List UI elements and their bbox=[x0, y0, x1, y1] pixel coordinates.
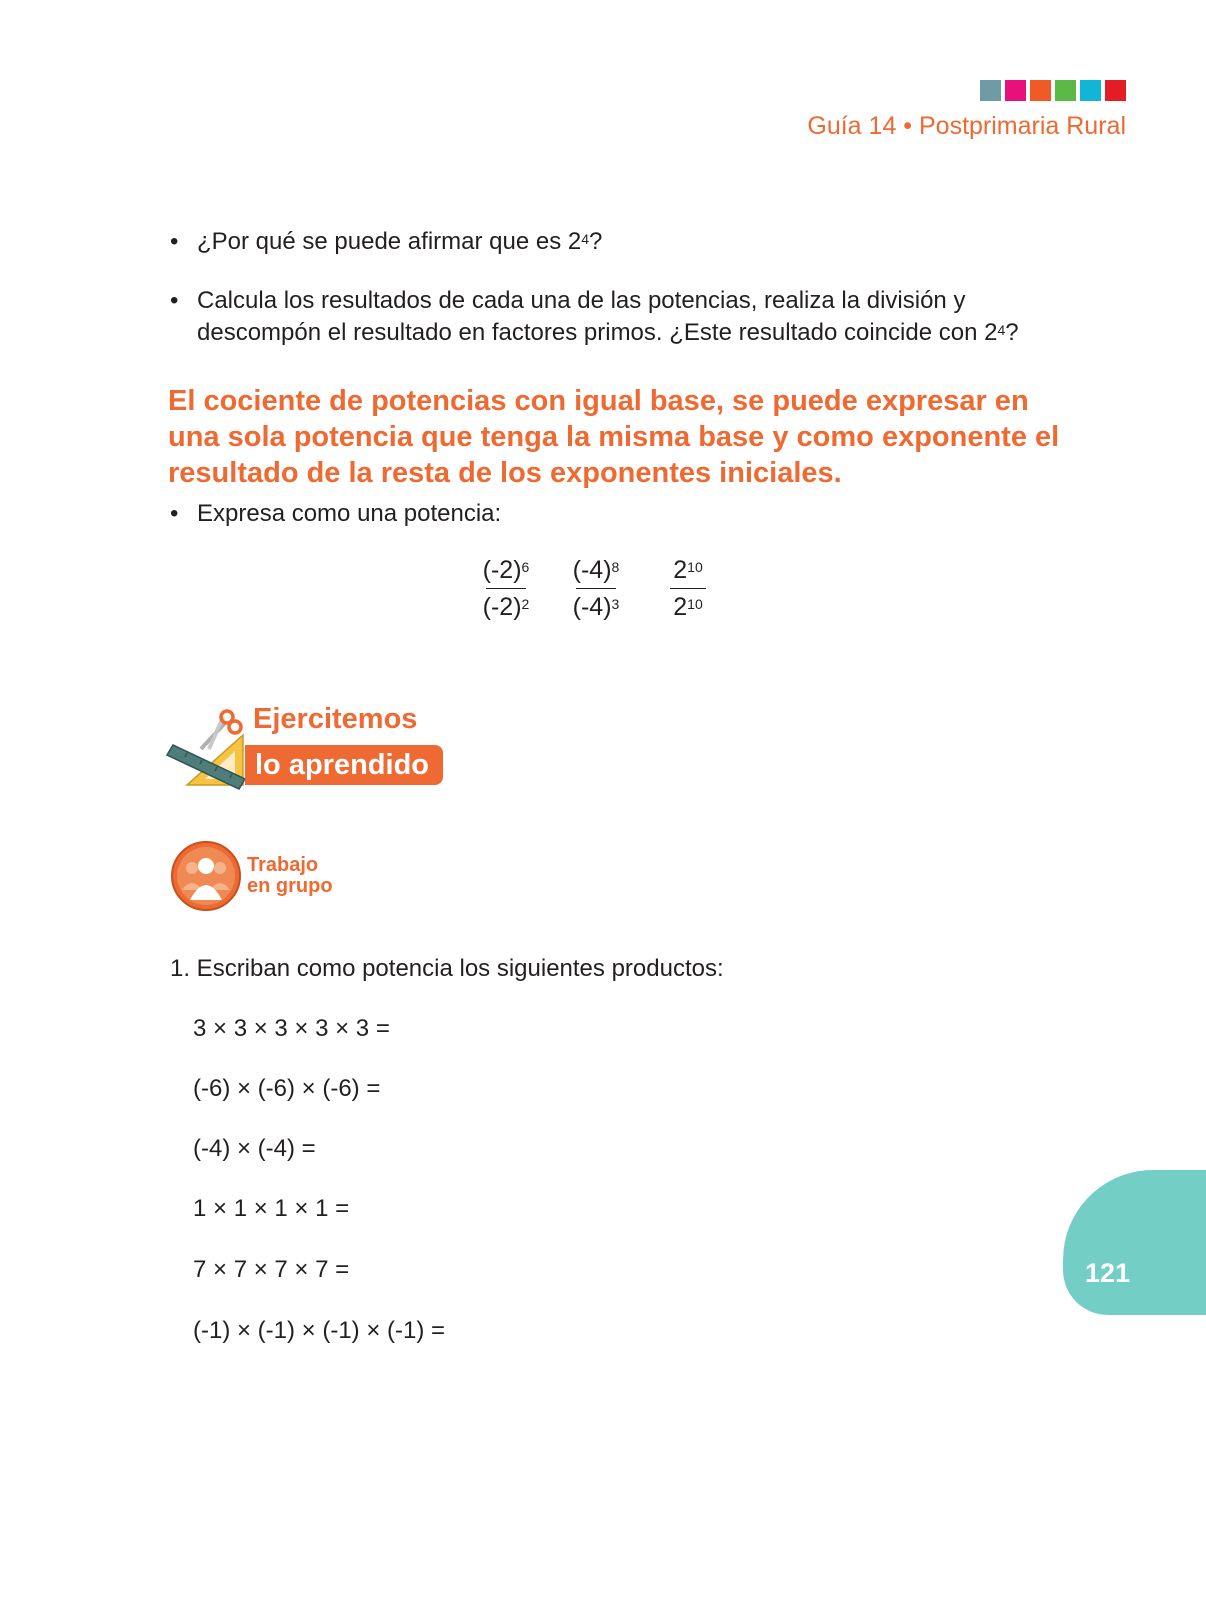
fraction-2 bbox=[566, 552, 626, 625]
section-title-line1: Ejercitemos bbox=[253, 703, 418, 735]
question-text: Expresa como una potencia: bbox=[197, 500, 502, 527]
group-label-line2: en grupo bbox=[247, 875, 333, 897]
denominator-base: (-4) bbox=[572, 593, 612, 621]
numerator-exponent: 6 bbox=[521, 559, 530, 575]
fraction-3 bbox=[665, 552, 711, 625]
group-work-label bbox=[247, 855, 333, 897]
numerator-base: (-4) bbox=[572, 556, 612, 584]
exercise-item: (-6) × (-6) × (-6) = bbox=[193, 1075, 381, 1102]
section-title-line2: lo aprendido bbox=[245, 745, 443, 785]
exponent: 4 bbox=[997, 322, 1006, 338]
bullet-question-2 bbox=[170, 285, 1090, 349]
fraction-1 bbox=[476, 552, 536, 625]
people-group-icon bbox=[170, 840, 242, 912]
color-bar bbox=[980, 80, 1126, 101]
denominator-exponent: 3 bbox=[611, 596, 620, 612]
exercise-item: 7 × 7 × 7 × 7 = bbox=[193, 1256, 350, 1283]
color-swatch bbox=[1005, 80, 1026, 101]
denominator-base: 2 bbox=[673, 593, 688, 621]
exercise-item: (-4) × (-4) = bbox=[193, 1135, 316, 1162]
bullet-question-1 bbox=[170, 226, 1090, 258]
question-end: ? bbox=[1005, 319, 1019, 346]
exercise-item: 1 × 1 × 1 × 1 = bbox=[193, 1195, 350, 1222]
rule-statement: El cociente de potencias con igual base, se puede expresar en una sola potencia que tenga la misma base y como exponente el resultado de la resta de los exponentes iniciales. bbox=[168, 385, 1060, 489]
numerator-exponent: 8 bbox=[611, 559, 620, 575]
bullet-question-3 bbox=[170, 498, 1090, 530]
exercise-question: 1. Escriban como potencia los siguientes productos: bbox=[170, 955, 724, 982]
bullet-marker: • bbox=[170, 228, 179, 255]
color-swatch bbox=[1030, 80, 1051, 101]
denominator-exponent: 2 bbox=[521, 596, 530, 612]
scissors-ruler-icon bbox=[165, 705, 255, 790]
numerator-base: (-2) bbox=[482, 556, 522, 584]
question-text: Calcula los resultados de cada una de las potencias, realiza la división y descompón el resultado en factores primos. ¿Este resultado coincide con 2 bbox=[197, 287, 998, 346]
question-end: ? bbox=[589, 228, 603, 255]
group-label-line1: Trabajo bbox=[247, 854, 319, 876]
color-swatch bbox=[1105, 80, 1126, 101]
bullet-marker: • bbox=[170, 500, 179, 527]
numerator-exponent: 10 bbox=[687, 559, 703, 575]
numerator-base: 2 bbox=[673, 556, 688, 584]
color-swatch bbox=[1055, 80, 1076, 101]
bullet-marker: • bbox=[170, 287, 179, 314]
page-number: 121 bbox=[1085, 1258, 1131, 1288]
exercise-item: 3 × 3 × 3 × 3 × 3 = bbox=[193, 1015, 390, 1042]
color-swatch bbox=[980, 80, 1001, 101]
exercise-item: (-1) × (-1) × (-1) × (-1) = bbox=[193, 1317, 446, 1344]
denominator-base: (-2) bbox=[482, 593, 522, 621]
page-number-tab bbox=[1063, 1170, 1206, 1315]
guide-title: Guía 14 • Postprimaria Rural bbox=[807, 112, 1126, 140]
denominator-exponent: 10 bbox=[687, 596, 703, 612]
color-swatch bbox=[1080, 80, 1101, 101]
question-text: ¿Por qué se puede afirmar que es 2 bbox=[197, 228, 582, 255]
exponent: 4 bbox=[581, 231, 590, 247]
